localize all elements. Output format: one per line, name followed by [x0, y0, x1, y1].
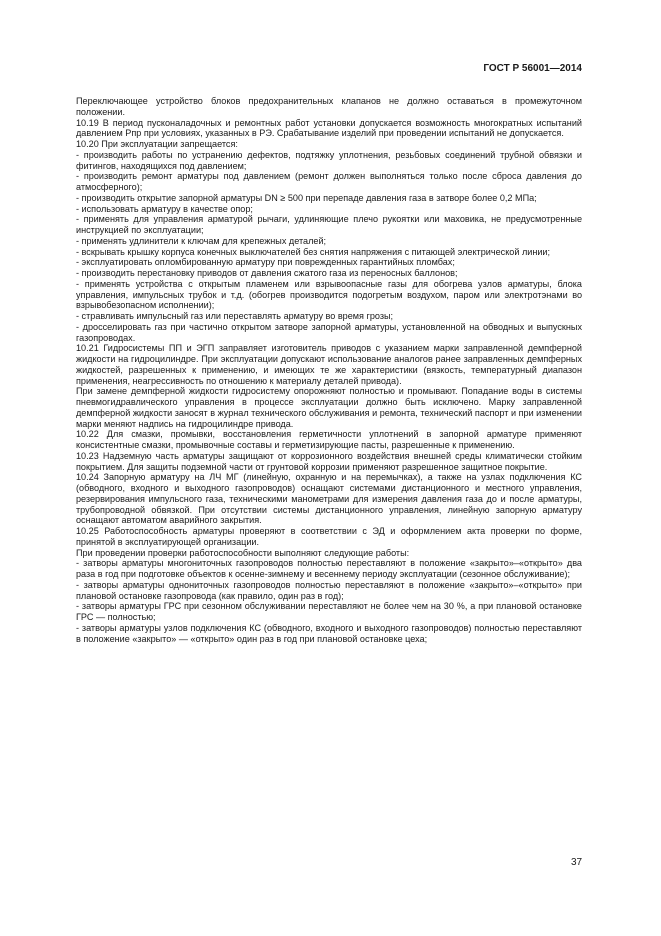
list-item: - применять устройства с открытым пламенем или взрывоопасные газы для обогрева узлов арматуры, блока управления, импульсных трубок и т.д. (обогрев производится подогретым воздухом, паром или электротэнами во взрывобезопасном исполнении);: [76, 278, 582, 311]
list-item: - производить открытие запорной арматуры DN ≥ 500 при перепаде давления газа в затворе более 0,2 МПа;: [76, 192, 537, 203]
list-item: - затворы арматуры узлов подключения КС (обводного, входного и выходного газопроводов) полностью переставляют в положение «закрыто» — «открыто» один раз в год при плановой остановке цеха;: [76, 622, 582, 644]
list-item: - вскрывать крышку корпуса конечных выключателей без снятия напряжения с питающей электрической линии;: [76, 246, 551, 257]
paragraph: Переключающее устройство блоков предохранительных клапанов не должно оставаться в промежуточном положении.: [76, 96, 582, 117]
paragraph: 10.24 Запорную арматуру на ЛЧ МГ (линейную, охранную и на перемычках), а также на узлах подключения КС (обводного, входного и выходного газопроводов) оснащают системами дистанционного и местного управления, резервирования импульсного газа, техническими манометрами для измерения давления газа до и после арматуры, трубопроводной обвязкой. При отсутствии системы дистанционного управления, линейную запорную арматуру оснащают автоматом аварийного закрытия.: [76, 472, 582, 526]
paragraph: 10.20 При эксплуатации запрещается:: [76, 139, 238, 149]
list-item: - затворы арматуры многониточных газопроводов полностью переставляют в положение «закрыто»–«открыто» два раза в год при подготовке объектов к осенне-зимнему и весеннему периоду эксплуатации (сезонное обслуживание);: [76, 558, 582, 579]
paragraph: 10.21 Гидросистемы ПП и ЭГП заправляет изготовитель приводов с указанием марки заправленной демпферной жидкости на гидроцилиндре. При эксплуатации допускают использование аналогов ранее заправленных демпферных жидкостей, разрешенных к применению, и имеющих те же характеристики (вязкость, температурный диапазон применения, неагрессивность по отношению к материалу деталей привода).: [76, 343, 582, 386]
paragraph: 10.22 Для смазки, промывки, восстановления герметичности уплотнений в запорной арматуре применяют консистентные смазки, промывочные составы и герметизирующие пасты, разрешенные к применению.: [76, 429, 582, 450]
paragraph: При проведении проверки работоспособности выполняют следующие работы:: [76, 547, 410, 558]
page-number: 37: [571, 857, 583, 868]
list-item: - стравливать импульсный газ или переставлять арматуру во время грозы;: [76, 311, 394, 321]
paragraph: 10.25 Работоспособность арматуры проверяют в соответствии с ЭД и оформлением акта проверки по форме, принятой в эксплуатирующей организации.: [76, 526, 582, 547]
document-body: [76, 96, 582, 644]
list-item: - затворы арматуры ГРС при сезонном обслуживании переставляют не более чем на 30 %, а при плановой остановке ГРС — полностью;: [76, 601, 582, 622]
paragraph: 10.19 В период пусконаладочных и ремонтных работ установки допускается возможность многократных испытаний давлением Pпр при условиях, указанных в РЭ. Срабатывание изделий при проведении испытаний не допускается.: [76, 117, 582, 139]
list-item: - применять удлинители к ключам для крепежных деталей;: [76, 235, 327, 246]
list-item: - производить ремонт арматуры под давлением (ремонт должен выполняться только после сброса давления до атмосферного);: [76, 171, 582, 192]
list-item: - эксплуатировать опломбированную арматуру при поврежденных гарантийных пломбах;: [76, 257, 455, 268]
list-item: - применять для управления арматурой рычаги, удлиняющие плечо рукоятки или маховика, не предусмотренные инструкцией по эксплуатации;: [76, 214, 582, 235]
document-header: ГОСТ Р 56001—2014: [483, 63, 582, 74]
list-item: - дросселировать газ при частично открытом затворе запорной арматуры, установленной на обводных и выпускных газопроводах.: [76, 321, 582, 343]
paragraph: 10.23 Надземную часть арматуры защищают от коррозионного воздействия внешней среды климатически стойким покрытием. Для защиты подземной части от грунтовой коррозии применяют разрешенное защитное покрытие.: [76, 450, 582, 472]
list-item: - затворы арматуры однониточных газопроводов полностью переставляют в положение «закрыто»–«открыто» при плановой остановке газопровода (как правило, один раз в год);: [76, 579, 582, 601]
list-item: - производить перестановку приводов от давления сжатого газа из переносных баллонов;: [76, 268, 458, 278]
paragraph: При замене демпферной жидкости гидросистему опорожняют полностью и промывают. Попадание воды в системы пневмогидравлического управления в процессе эксплуатации должно быть исключено. Марку заправленной демпферной жидкости заносят в журнал технического обслуживания и ремонта, технический паспорт и при изменении марки меняют надпись на гидроцилиндре привода.: [76, 386, 582, 429]
list-item: - производить работы по устранению дефектов, подтяжку уплотнения, резьбовых соединений трубной обвязки и фитингов, находящихся под давлением;: [76, 149, 582, 171]
list-item: - использовать арматуру в качестве опор;: [76, 203, 253, 214]
